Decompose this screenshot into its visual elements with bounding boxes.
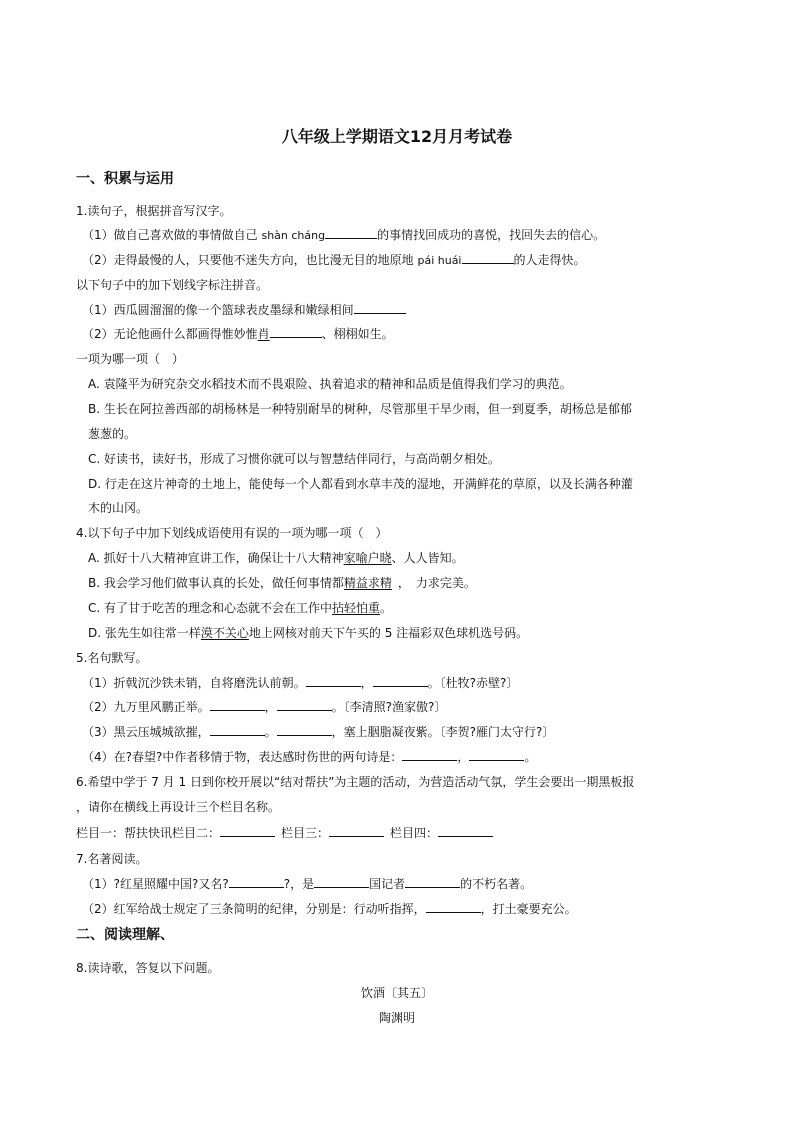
poem-title: 饮酒〔其五〕 — [360, 986, 433, 1000]
q7-i2-post: ，打土豪要充公。 — [480, 902, 577, 916]
q5-i1-sep: ， — [360, 676, 373, 690]
q4-c-post: 。 — [380, 601, 393, 615]
answer-blank[interactable] — [426, 901, 481, 913]
q5-i4-sep: ， — [457, 750, 470, 764]
question-5-item-4 — [82, 749, 536, 765]
question-1-item-1 — [82, 227, 605, 244]
q4-d-post: 地上网核对前天下午买的 5 注福彩双色球机选号码。 — [248, 626, 529, 640]
q5-i3-post: ，塞上胭脂凝夜紫。〔李贺?雁门太守行?〕 — [331, 725, 555, 739]
q5-i1-pre: （1）折戟沉沙铁未销，自将磨洗认前朝。 — [82, 676, 306, 690]
answer-blank[interactable] — [402, 749, 457, 761]
question-2-stem: 以下句子中的加下划线字标注拼音。 — [76, 278, 269, 292]
question-5-stem: 5.名句默写。 — [76, 651, 148, 665]
answer-blank[interactable] — [354, 302, 406, 314]
q4-a-pre: A. 抓好十八大精神宣讲工作，确保让十八大精神 — [88, 551, 344, 565]
poem-author: 陶渊明 — [378, 1011, 415, 1025]
answer-blank[interactable] — [210, 724, 265, 736]
q5-i2-sep: ， — [264, 700, 277, 714]
q4-option-b[interactable] — [88, 575, 476, 591]
q3-option-a[interactable]: A. 袁隆平为研究杂交水稻技术而不畏艰险、执着追求的精神和品质是值得我们学习的典范。 — [88, 377, 572, 391]
underlined-idiom: 家喻户晓 — [343, 551, 392, 565]
answer-blank[interactable] — [373, 675, 428, 687]
section-heading-1: 一、积累与运用 — [76, 171, 174, 187]
question-4-stem: 4.以下句子中加下划线成语使用有误的一项为哪一项（ ） — [76, 526, 388, 540]
q7-i1-mid2: 国记者 — [369, 877, 406, 891]
answer-blank[interactable] — [469, 749, 524, 761]
q6-col4-label: 栏目四： — [390, 826, 439, 840]
question-2-item-2 — [82, 326, 394, 342]
q1-i2-text-pre: （2）走得最慢的人，只要他不迷失方向，也比漫无目的地原地 — [82, 253, 414, 267]
q3-option-b-cont: 葱葱的。 — [88, 427, 137, 441]
q4-a-post: 、人人皆知。 — [391, 551, 464, 565]
q3-option-c[interactable]: C. 好读书，读好书，形成了习惯你就可以与智慧结伴同行，与高尚朝夕相处。 — [88, 452, 501, 466]
answer-blank[interactable] — [325, 227, 377, 239]
q7-i1-pre: （1）?红星照耀中国?又名? — [82, 877, 229, 891]
question-5-item-3 — [82, 724, 554, 740]
pinyin-hint: shàn cháng — [261, 229, 326, 242]
question-1-item-2 — [82, 252, 586, 269]
q7-i1-mid1: ?，是 — [283, 877, 315, 891]
underlined-idiom: 拈轻怕重 — [332, 601, 381, 615]
q3-option-d-cont: 木的山冈。 — [88, 501, 149, 515]
q4-option-d[interactable] — [88, 625, 528, 641]
answer-blank[interactable] — [210, 699, 265, 711]
answer-blank[interactable] — [306, 675, 361, 687]
question-6-stem: 6.希望中学于 7 月 1 日到你校开展以“结对帮扶”为主题的活动，为营造活动气氛，学生会要出一期黑板报 — [76, 775, 635, 789]
underlined-idiom: 精益求精 — [343, 576, 392, 590]
q4-option-c[interactable] — [88, 600, 392, 616]
answer-blank[interactable] — [277, 699, 332, 711]
question-5-item-2 — [82, 699, 446, 715]
q3-option-d[interactable]: D. 行走在这片神奇的土地上，能使每一个人都看到水草丰茂的湿地，开满鲜花的草原，以及长满各种灌 — [88, 477, 633, 491]
q4-b-pre: B. 我会学习他们做事认真的长处，做任何事情都 — [88, 576, 344, 590]
q5-i2-post: 。〔李清照?渔家傲?〕 — [331, 700, 447, 714]
q2-i1-text: （1）西瓜圆溜溜的像一个篮球表皮墨绿和嫩绿相间 — [82, 303, 354, 317]
q5-i1-post: 。〔杜牧?赤壁?〕 — [427, 676, 519, 690]
q5-i3-sep: 。 — [264, 725, 277, 739]
q4-b-post: ， 力求完美。 — [397, 576, 476, 590]
question-7-item-2 — [82, 901, 577, 917]
column-name-blank[interactable] — [220, 825, 275, 837]
answer-blank[interactable] — [277, 724, 332, 736]
answer-blank[interactable] — [405, 876, 460, 888]
question-5-item-1 — [82, 675, 518, 691]
question-3-stem: 一项为哪一项（ ） — [76, 352, 185, 366]
question-7-item-1 — [82, 876, 532, 892]
q2-i2-text-post: 、栩栩如生。 — [321, 327, 394, 341]
underlined-idiom: 漠不关心 — [200, 626, 249, 640]
q4-option-a[interactable] — [88, 550, 464, 566]
q7-i2-pre: （2）红军给战士规定了三条简明的纪律，分别是：行动听指挥， — [82, 902, 426, 916]
q7-i1-post: 的不朽名著。 — [460, 877, 533, 891]
q1-i2-text-post: 的人走得快。 — [513, 253, 586, 267]
q4-c-pre: C. 有了甘于吃苦的理念和心态就不会在工作中 — [88, 601, 333, 615]
q6-col3-label: 栏目三： — [281, 826, 330, 840]
pinyin-hint: pái huái — [417, 254, 462, 267]
column-name-blank[interactable] — [438, 825, 493, 837]
q6-col2-label: 栏目一：帮扶快讯栏目二： — [76, 826, 221, 840]
underlined-char: 肖 — [257, 327, 270, 341]
answer-blank[interactable] — [462, 252, 514, 264]
answer-blank[interactable] — [229, 876, 284, 888]
q5-i3-pre: （3）黑云压城城欲摧， — [82, 725, 210, 739]
q5-i4-post: 。 — [524, 750, 537, 764]
q5-i4-pre: （4）在?春望?中作者移情于物，表达感时伤世的两句诗是： — [82, 750, 403, 764]
q4-d-pre: D. 张先生如往常一样 — [88, 626, 201, 640]
question-2-item-1 — [82, 302, 406, 318]
q3-option-b[interactable]: B. 生长在阿拉善西部的胡杨林是一种特别耐旱的树种，尽管那里干旱少雨，但一到夏季，胡杨总是郁郁 — [88, 402, 632, 416]
question-6-columns — [76, 825, 493, 841]
q2-i2-text-pre: （2）无论他画什么都画得惟妙惟 — [82, 327, 258, 341]
question-1-stem: 1.读句子，根据拼音写汉字。 — [76, 204, 232, 218]
q1-i1-text-pre: （1）做自己喜欢做的事情做自己 — [82, 228, 258, 242]
q1-i1-text-post: 的事情找回成功的喜悦，找回失去的信心。 — [377, 228, 606, 242]
answer-blank[interactable] — [270, 326, 322, 338]
section-heading-2: 二、阅读理解、 — [76, 927, 174, 943]
column-name-blank[interactable] — [329, 825, 384, 837]
q5-i2-pre: （2）九万里风鹏正举。 — [82, 700, 210, 714]
question-7-stem: 7.名著阅读。 — [76, 852, 148, 866]
question-8-stem: 8.读诗歌，答复以下问题。 — [76, 961, 220, 975]
question-6-stem-cont: ，请你在横线上再设计三个栏目名称。 — [76, 800, 281, 814]
answer-blank[interactable] — [314, 876, 369, 888]
exam-title: 八年级上学期语文12月月考试卷 — [281, 127, 513, 146]
